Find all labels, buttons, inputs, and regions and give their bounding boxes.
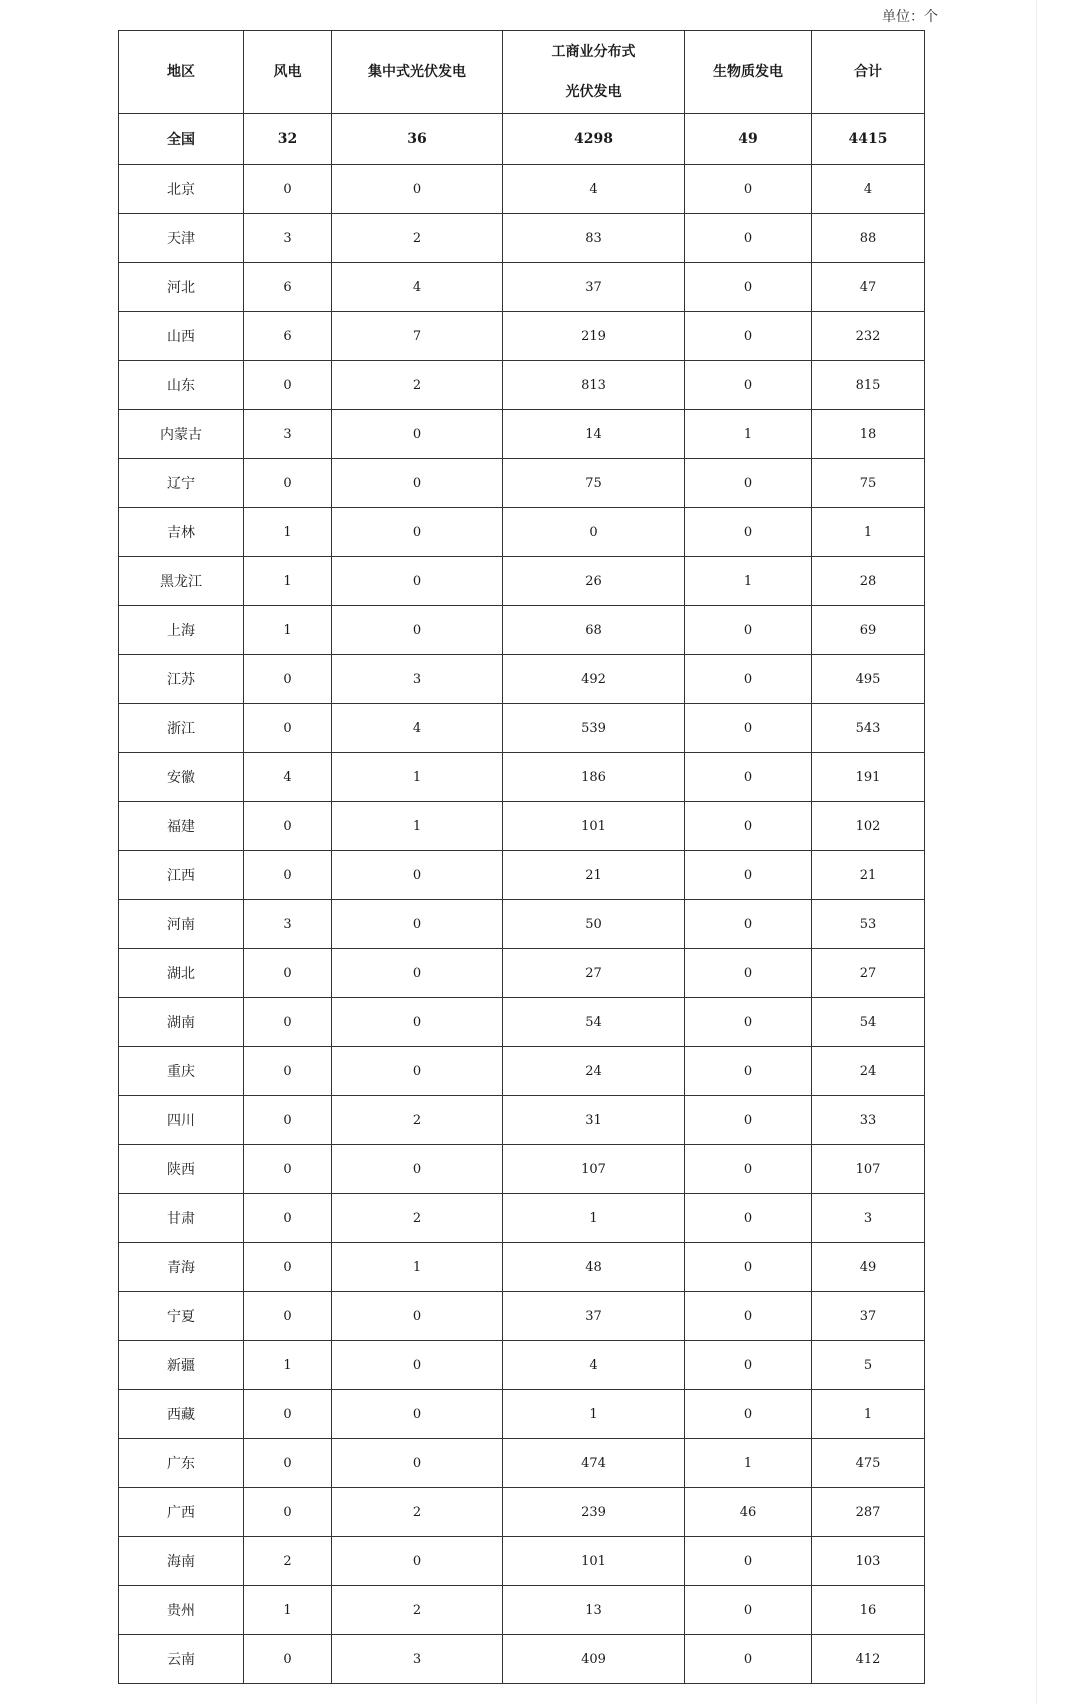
- cell-ci-pv: 83: [503, 214, 685, 263]
- cell-ci-pv: 101: [503, 802, 685, 851]
- cell-region: 河南: [119, 900, 244, 949]
- cell-central-pv: 36: [332, 114, 503, 165]
- cell-region: 云南: [119, 1635, 244, 1684]
- cell-total: 24: [812, 1047, 925, 1096]
- cell-region: 湖北: [119, 949, 244, 998]
- cell-central-pv: 0: [332, 1047, 503, 1096]
- cell-region: 天津: [119, 214, 244, 263]
- cell-wind: 32: [244, 114, 332, 165]
- cell-biomass: 0: [685, 1390, 812, 1439]
- cell-total: 37: [812, 1292, 925, 1341]
- cell-ci-pv: 50: [503, 900, 685, 949]
- cell-region: 上海: [119, 606, 244, 655]
- cell-biomass: 46: [685, 1488, 812, 1537]
- table-row: [119, 1488, 925, 1537]
- header-total: 合计: [812, 31, 925, 114]
- cell-biomass: 0: [685, 1194, 812, 1243]
- cell-ci-pv: 1: [503, 1194, 685, 1243]
- cell-region: 广西: [119, 1488, 244, 1537]
- cell-region: 福建: [119, 802, 244, 851]
- header-ci-pv-line1: 工商业分布式: [551, 44, 636, 60]
- cell-wind: 1: [244, 606, 332, 655]
- cell-central-pv: 2: [332, 214, 503, 263]
- table-row: [119, 1145, 925, 1194]
- cell-total: 475: [812, 1439, 925, 1488]
- cell-region: 海南: [119, 1537, 244, 1586]
- cell-total: 47: [812, 263, 925, 312]
- cell-biomass: 0: [685, 1096, 812, 1145]
- page-edge-divider: [1036, 0, 1037, 1704]
- cell-total: 543: [812, 704, 925, 753]
- table-row: [119, 949, 925, 998]
- cell-ci-pv: 239: [503, 1488, 685, 1537]
- cell-total: 1: [812, 1390, 925, 1439]
- cell-ci-pv: 186: [503, 753, 685, 802]
- cell-wind: 1: [244, 1341, 332, 1390]
- cell-wind: 0: [244, 949, 332, 998]
- cell-region: 宁夏: [119, 1292, 244, 1341]
- cell-region: 辽宁: [119, 459, 244, 508]
- cell-ci-pv: 492: [503, 655, 685, 704]
- cell-ci-pv: 21: [503, 851, 685, 900]
- cell-ci-pv: 48: [503, 1243, 685, 1292]
- table-row: [119, 998, 925, 1047]
- cell-total: 107: [812, 1145, 925, 1194]
- table-row: [119, 1439, 925, 1488]
- cell-central-pv: 0: [332, 949, 503, 998]
- cell-central-pv: 3: [332, 1635, 503, 1684]
- cell-ci-pv: 539: [503, 704, 685, 753]
- cell-ci-pv: 4: [503, 165, 685, 214]
- header-central-pv: 集中式光伏发电: [332, 31, 503, 114]
- cell-total: 815: [812, 361, 925, 410]
- cell-biomass: 0: [685, 606, 812, 655]
- cell-wind: 4: [244, 753, 332, 802]
- cell-region: 全国: [119, 114, 244, 165]
- cell-wind: 0: [244, 1194, 332, 1243]
- cell-biomass: 0: [685, 949, 812, 998]
- cell-wind: 0: [244, 165, 332, 214]
- cell-ci-pv: 31: [503, 1096, 685, 1145]
- cell-total: 102: [812, 802, 925, 851]
- cell-total: 103: [812, 1537, 925, 1586]
- cell-wind: 0: [244, 361, 332, 410]
- cell-region: 重庆: [119, 1047, 244, 1096]
- table-row: [119, 1586, 925, 1635]
- cell-central-pv: 0: [332, 606, 503, 655]
- table-row: [119, 312, 925, 361]
- cell-biomass: 0: [685, 263, 812, 312]
- cell-central-pv: 7: [332, 312, 503, 361]
- table-row: [119, 1635, 925, 1684]
- cell-total: 27: [812, 949, 925, 998]
- cell-central-pv: 0: [332, 900, 503, 949]
- cell-total: 412: [812, 1635, 925, 1684]
- cell-biomass: 1: [685, 410, 812, 459]
- cell-ci-pv: 75: [503, 459, 685, 508]
- table-row: [119, 361, 925, 410]
- cell-ci-pv: 813: [503, 361, 685, 410]
- cell-biomass: 0: [685, 998, 812, 1047]
- table-row: [119, 1096, 925, 1145]
- cell-wind: 0: [244, 1145, 332, 1194]
- cell-central-pv: 0: [332, 1292, 503, 1341]
- cell-central-pv: 4: [332, 704, 503, 753]
- table-row: [119, 459, 925, 508]
- cell-total: 232: [812, 312, 925, 361]
- cell-total: 21: [812, 851, 925, 900]
- cell-total: 1: [812, 508, 925, 557]
- cell-ci-pv: 101: [503, 1537, 685, 1586]
- cell-region: 湖南: [119, 998, 244, 1047]
- cell-biomass: 0: [685, 508, 812, 557]
- cell-region: 内蒙古: [119, 410, 244, 459]
- cell-wind: 0: [244, 1292, 332, 1341]
- cell-biomass: 0: [685, 1292, 812, 1341]
- unit-label: 单位：个: [882, 9, 938, 25]
- cell-region: 江苏: [119, 655, 244, 704]
- cell-ci-pv: 14: [503, 410, 685, 459]
- cell-central-pv: 0: [332, 1439, 503, 1488]
- cell-wind: 0: [244, 1243, 332, 1292]
- cell-wind: 1: [244, 557, 332, 606]
- cell-wind: 3: [244, 410, 332, 459]
- cell-ci-pv: 27: [503, 949, 685, 998]
- cell-central-pv: 2: [332, 1096, 503, 1145]
- cell-wind: 3: [244, 214, 332, 263]
- cell-region: 山西: [119, 312, 244, 361]
- cell-region: 浙江: [119, 704, 244, 753]
- header-wind: 风电: [244, 31, 332, 114]
- header-row: [119, 31, 925, 114]
- cell-wind: 0: [244, 1439, 332, 1488]
- table-row: [119, 508, 925, 557]
- cell-biomass: 0: [685, 1586, 812, 1635]
- cell-central-pv: 0: [332, 998, 503, 1047]
- cell-ci-pv: 24: [503, 1047, 685, 1096]
- header-ci-pv-line2: 光伏发电: [565, 84, 622, 100]
- cell-total: 75: [812, 459, 925, 508]
- cell-region: 陕西: [119, 1145, 244, 1194]
- cell-region: 安徽: [119, 753, 244, 802]
- cell-biomass: 0: [685, 802, 812, 851]
- cell-biomass: 0: [685, 312, 812, 361]
- cell-biomass: 49: [685, 114, 812, 165]
- cell-wind: 6: [244, 312, 332, 361]
- cell-biomass: 0: [685, 655, 812, 704]
- cell-biomass: 0: [685, 1537, 812, 1586]
- cell-biomass: 0: [685, 1341, 812, 1390]
- header-region: 地区: [119, 31, 244, 114]
- cell-wind: 1: [244, 1586, 332, 1635]
- table-row: [119, 1390, 925, 1439]
- cell-central-pv: 0: [332, 459, 503, 508]
- table-row: [119, 1194, 925, 1243]
- cell-region: 贵州: [119, 1586, 244, 1635]
- table-row: [119, 802, 925, 851]
- cell-region: 北京: [119, 165, 244, 214]
- table-row: [119, 165, 925, 214]
- cell-total: 5: [812, 1341, 925, 1390]
- cell-ci-pv: 4: [503, 1341, 685, 1390]
- cell-biomass: 1: [685, 557, 812, 606]
- cell-biomass: 0: [685, 704, 812, 753]
- cell-central-pv: 2: [332, 1194, 503, 1243]
- cell-central-pv: 3: [332, 655, 503, 704]
- national-total-row: [119, 114, 925, 165]
- cell-ci-pv: 68: [503, 606, 685, 655]
- table-row: [119, 655, 925, 704]
- cell-central-pv: 2: [332, 1488, 503, 1537]
- table-row: [119, 263, 925, 312]
- cell-biomass: 0: [685, 753, 812, 802]
- cell-region: 西藏: [119, 1390, 244, 1439]
- cell-total: 69: [812, 606, 925, 655]
- cell-central-pv: 2: [332, 361, 503, 410]
- cell-wind: 0: [244, 655, 332, 704]
- cell-ci-pv: 4298: [503, 114, 685, 165]
- header-biomass: 生物质发电: [685, 31, 812, 114]
- cell-wind: 0: [244, 1047, 332, 1096]
- cell-central-pv: 0: [332, 1537, 503, 1586]
- cell-ci-pv: 54: [503, 998, 685, 1047]
- table-row: [119, 704, 925, 753]
- cell-ci-pv: 37: [503, 263, 685, 312]
- cell-region: 四川: [119, 1096, 244, 1145]
- cell-wind: 0: [244, 998, 332, 1047]
- cell-total: 28: [812, 557, 925, 606]
- table-row: [119, 410, 925, 459]
- cell-central-pv: 0: [332, 1390, 503, 1439]
- cell-region: 青海: [119, 1243, 244, 1292]
- cell-biomass: 0: [685, 165, 812, 214]
- table-row: [119, 900, 925, 949]
- cell-biomass: 0: [685, 1635, 812, 1684]
- cell-central-pv: 0: [332, 508, 503, 557]
- cell-region: 吉林: [119, 508, 244, 557]
- table-row: [119, 851, 925, 900]
- table-row: [119, 1047, 925, 1096]
- cell-biomass: 0: [685, 1243, 812, 1292]
- cell-ci-pv: 26: [503, 557, 685, 606]
- cell-region: 甘肃: [119, 1194, 244, 1243]
- cell-ci-pv: 474: [503, 1439, 685, 1488]
- cell-wind: 2: [244, 1537, 332, 1586]
- projects-table: [118, 30, 925, 1684]
- cell-central-pv: 0: [332, 165, 503, 214]
- cell-region: 山东: [119, 361, 244, 410]
- cell-ci-pv: 409: [503, 1635, 685, 1684]
- cell-wind: 0: [244, 1635, 332, 1684]
- cell-wind: 0: [244, 1390, 332, 1439]
- cell-region: 新疆: [119, 1341, 244, 1390]
- cell-total: 53: [812, 900, 925, 949]
- cell-central-pv: 2: [332, 1586, 503, 1635]
- cell-central-pv: 0: [332, 1341, 503, 1390]
- cell-wind: 3: [244, 900, 332, 949]
- table-row: [119, 753, 925, 802]
- table-row: [119, 214, 925, 263]
- cell-region: 河北: [119, 263, 244, 312]
- cell-region: 江西: [119, 851, 244, 900]
- cell-total: 287: [812, 1488, 925, 1537]
- cell-wind: 0: [244, 1488, 332, 1537]
- cell-wind: 0: [244, 459, 332, 508]
- cell-central-pv: 1: [332, 753, 503, 802]
- cell-total: 54: [812, 998, 925, 1047]
- cell-wind: 0: [244, 851, 332, 900]
- table-row: [119, 1537, 925, 1586]
- cell-biomass: 1: [685, 1439, 812, 1488]
- cell-biomass: 0: [685, 1047, 812, 1096]
- cell-ci-pv: 37: [503, 1292, 685, 1341]
- header-ci-pv: [503, 31, 685, 114]
- cell-biomass: 0: [685, 214, 812, 263]
- cell-wind: 0: [244, 802, 332, 851]
- cell-wind: 6: [244, 263, 332, 312]
- cell-biomass: 0: [685, 851, 812, 900]
- cell-ci-pv: 13: [503, 1586, 685, 1635]
- cell-total: 33: [812, 1096, 925, 1145]
- cell-wind: 0: [244, 704, 332, 753]
- cell-ci-pv: 1: [503, 1390, 685, 1439]
- cell-wind: 1: [244, 508, 332, 557]
- cell-central-pv: 0: [332, 410, 503, 459]
- cell-central-pv: 0: [332, 851, 503, 900]
- cell-wind: 0: [244, 1096, 332, 1145]
- cell-biomass: 0: [685, 900, 812, 949]
- table-row: [119, 1243, 925, 1292]
- cell-total: 191: [812, 753, 925, 802]
- cell-total: 4: [812, 165, 925, 214]
- cell-region: 广东: [119, 1439, 244, 1488]
- cell-total: 49: [812, 1243, 925, 1292]
- table-row: [119, 1341, 925, 1390]
- table-row: [119, 606, 925, 655]
- cell-central-pv: 1: [332, 802, 503, 851]
- cell-biomass: 0: [685, 1145, 812, 1194]
- cell-total: 18: [812, 410, 925, 459]
- cell-biomass: 0: [685, 459, 812, 508]
- cell-total: 16: [812, 1586, 925, 1635]
- cell-central-pv: 4: [332, 263, 503, 312]
- cell-total: 495: [812, 655, 925, 704]
- cell-central-pv: 0: [332, 1145, 503, 1194]
- cell-total: 88: [812, 214, 925, 263]
- cell-ci-pv: 219: [503, 312, 685, 361]
- cell-total: 4415: [812, 114, 925, 165]
- table-row: [119, 557, 925, 606]
- cell-central-pv: 1: [332, 1243, 503, 1292]
- table-row: [119, 1292, 925, 1341]
- cell-central-pv: 0: [332, 557, 503, 606]
- cell-ci-pv: 107: [503, 1145, 685, 1194]
- cell-region: 黑龙江: [119, 557, 244, 606]
- cell-total: 3: [812, 1194, 925, 1243]
- cell-biomass: 0: [685, 361, 812, 410]
- cell-ci-pv: 0: [503, 508, 685, 557]
